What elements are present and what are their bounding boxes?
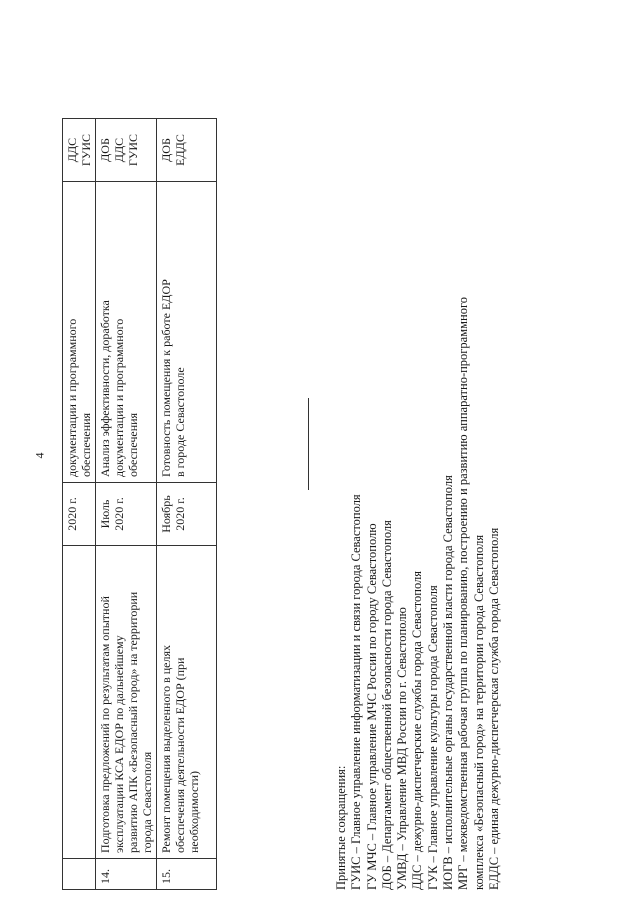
cell-line: ДДС [65,137,79,163]
responsible-cell [157,119,217,182]
abbreviation-line: ГУ МЧС – Главное управление МЧС России по городу Севастополю [364,523,379,890]
cell-line: развитию АПК «Безопасный город» на территории [126,591,140,853]
abbreviations-block [334,297,502,890]
plan-table [62,118,217,890]
abbreviation-line: ДДС – дежурно-диспетчерские службы города Севастополя [410,570,425,890]
cell-line: обеспечения [126,412,140,477]
cell-line: ЕДДС [173,134,187,166]
table-row [96,119,157,890]
cell-line: Ремонт помещения выделенного в целях [159,644,173,853]
deadline-cell [157,483,217,546]
abbreviation-line: ГУК – Главное управление культуры города Севастополя [425,585,440,890]
deadline-cell [63,483,96,546]
abbreviation-line: ГУИС – Главное управление информатизации и связи города Севастополя [349,494,364,890]
closing-rule [308,398,309,490]
abbreviation-line: МРГ – межведомственная рабочая группа по планированию, построению и развитию аппаратно-программного [456,296,471,890]
cell-line: ГУИС [79,133,93,167]
page-number: 4 [32,452,47,459]
cell-line: 2020 г. [173,497,187,531]
cell-line: 2020 г. [112,497,126,531]
cell-line: в городе Севастополе [173,367,187,477]
cell-line: Подготовка предложений по результатам опытной [98,596,112,853]
row-number-cell: 15. [157,859,217,890]
expected-result-cell [157,182,217,483]
cell-line: обеспечения [79,412,93,477]
abbreviations-list [349,297,502,890]
cell-line: Анализ эффективности, доработка [98,300,112,477]
abbreviation-line: комплекса «Безопасный город» на территории города Севастополя [471,534,486,890]
cell-line: ДОБ [159,138,173,162]
cell-line: обеспечения деятельности ЕДОР (при [173,657,187,853]
expected-result-cell [96,182,157,483]
cell-line: документации и программного [65,318,79,477]
abbreviation-line: ЕДДС – единая дежурно-диспетчерская служба города Севастополя [486,527,501,890]
rotated-page-content [62,15,562,890]
cell-line: 2020 г. [65,497,79,531]
cell-line: ДОБ [98,138,112,162]
expected-result-cell [63,182,96,483]
abbreviations-heading: Принятые сокращения: [334,765,348,890]
abbreviation-line: ДОБ – Департамент общественной безопасности города Севастополя [379,520,394,890]
cell-line: эксплуатации КСА ЕДОР по дальнейшему [112,635,126,853]
table-row [63,119,96,890]
cell-line: Ноябрь [159,495,173,533]
row-number-cell [63,859,96,890]
cell-line: документации и программного [112,318,126,477]
activity-name-cell [96,546,157,859]
activity-name-cell [63,546,96,859]
abbreviation-line: ИОГВ – исполнительные органы государственной власти города Севастополя [441,475,456,890]
cell-line: ДДС [112,137,126,163]
cell-line: необходимости) [187,770,201,853]
activity-name-cell [157,546,217,859]
cell-line: Июль [98,499,112,529]
abbreviation-line: УМВД – Управление МВД России по г. Севастополю [395,607,410,890]
plan-table-body [63,119,217,890]
row-number-cell: 14. [96,859,157,890]
cell-line: ГУИС [126,133,140,167]
table-row [157,119,217,890]
cell-line: Готовность помещения к работе ЕДОР [159,279,173,477]
cell-line: города Севастополя [140,751,154,853]
responsible-cell [96,119,157,182]
responsible-cell [63,119,96,182]
deadline-cell [96,483,157,546]
